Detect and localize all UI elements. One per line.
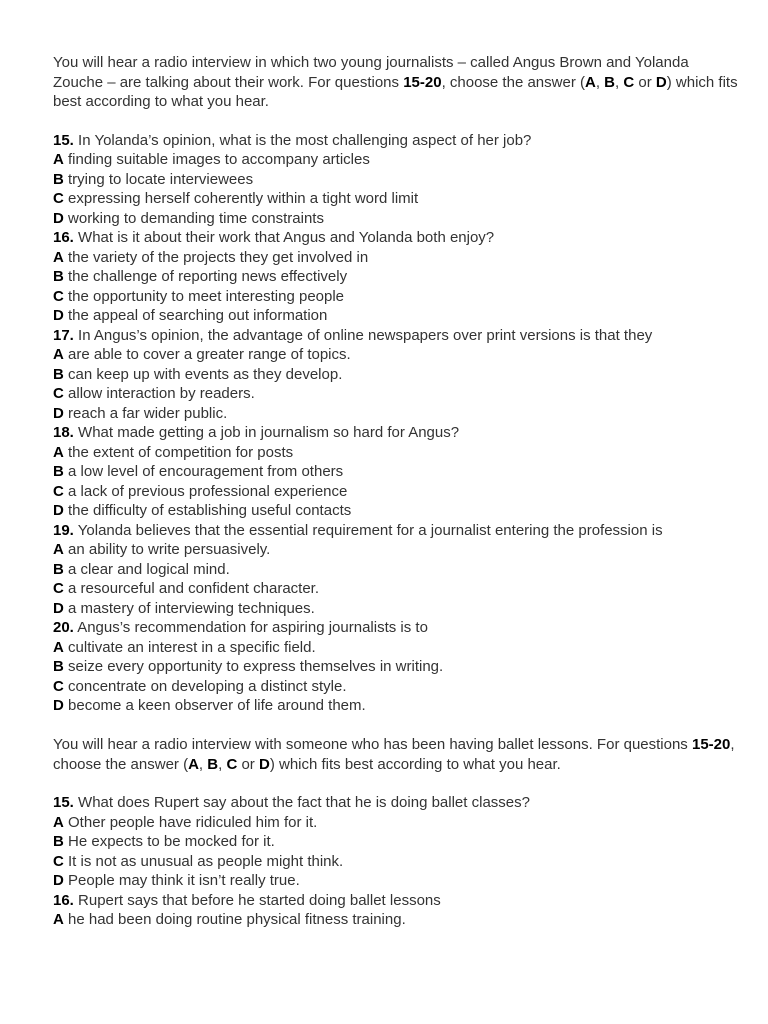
question-number: 17. [53,326,74,344]
option [53,910,738,930]
option [53,501,738,521]
option-letter: A [53,541,64,558]
option-text: cultivate an interest in a specific field. [68,638,316,656]
option-text: the opportunity to meet interesting people [68,287,345,305]
option-letter-d: D [258,755,270,773]
option [53,170,738,190]
option-text: People may think it isn’t really true. [68,872,300,889]
option [53,189,738,209]
intro-text: You will hear a radio interview with someone who has been having ballet lessons. For questions [53,736,692,753]
intro-text: , choose the answer ( [441,73,585,91]
option-text: working to demanding time constraints [68,209,324,227]
option-text: reach a far wider public. [68,404,228,422]
question-text: What is it about their work that Angus and Yolanda both enjoy? [78,229,495,246]
separator: , [595,73,605,91]
option-letter-d: D [655,73,667,91]
option-letter: D [53,307,64,324]
option [53,560,738,580]
option-text: It is not as unusual as people might think. [68,852,344,870]
intro-text: , choose the answer ( [53,736,735,773]
option-letter: B [53,463,64,480]
option-text: can keep up with events as they develop. [68,365,343,383]
intro-text: ) which fits best according to what you hear. [269,755,561,773]
option-letter: B [53,268,64,285]
option [53,677,738,697]
option [53,267,738,287]
separator: or [237,755,259,773]
intro-text: ) which fits best according to what you hear. [53,73,738,110]
option-letter: A [53,443,64,461]
option-letter: B [53,560,64,578]
option [53,462,738,482]
option-letter: C [53,287,64,305]
option-letter: B [53,365,64,383]
question-number: 18. [53,424,74,441]
option-text: an ability to write persuasively. [68,541,271,558]
question [53,793,738,813]
option-text: the variety of the projects they get involved in [68,248,369,266]
option [53,696,738,716]
option-letter: D [53,599,64,617]
option-text: the extent of competition for posts [68,443,294,461]
question-number: 15. [53,131,74,149]
option-letter: D [53,502,64,519]
section1-intro [53,53,738,112]
option-text: a mastery of interviewing techniques. [68,599,315,617]
question [53,423,738,443]
option-text: concentrate on developing a distinct style. [68,677,347,695]
option [53,365,738,385]
option [53,813,738,833]
option [53,540,738,560]
option-letter: A [53,813,64,831]
option [53,579,738,599]
question [53,618,738,638]
option-letter-a: A [188,755,199,773]
option [53,638,738,658]
option-text: finding suitable images to accompany articles [68,151,370,168]
separator: , [218,755,227,773]
option-letter: C [53,852,64,870]
option-letter: B [53,170,64,188]
question-number: 19. [53,521,74,539]
option-letter-a: A [584,73,596,91]
separator: , [615,73,624,91]
section1-questions [53,131,738,716]
option-text: trying to locate interviewees [68,170,254,188]
question-number: 15. [53,794,74,811]
option-letter: D [53,404,64,422]
question-number: 20. [53,619,74,636]
option-letter-b: B [207,755,219,773]
option [53,287,738,307]
option-letter: A [53,346,64,363]
option-text: the appeal of searching out information [68,307,328,324]
question [53,228,738,248]
option-letter: A [53,638,64,656]
option [53,832,738,852]
option-text: expressing herself coherently within a tight word limit [68,190,419,207]
option-letter: C [53,580,64,597]
question-text: In Angus’s opinion, the advantage of online newspapers over print versions is that they [78,326,653,344]
question-text: Angus’s recommendation for aspiring journalists is to [77,619,428,636]
option [53,657,738,677]
option-letter-b: B [604,73,616,91]
option-letter: C [53,677,64,695]
question-text: What does Rupert say about the fact that he is doing ballet classes? [78,794,530,811]
option [53,209,738,229]
option-text: a clear and logical mind. [68,560,230,578]
option-letter: A [53,248,64,266]
question [53,891,738,911]
option-text: are able to cover a greater range of topics. [68,346,351,363]
option-letter: D [53,697,64,714]
question-range: 15-20 [691,736,731,753]
question-text: In Yolanda’s opinion, what is the most challenging aspect of her job? [78,131,532,149]
question-range: 15-20 [403,73,442,91]
question [53,326,738,346]
option [53,150,738,170]
option [53,384,738,404]
section2-questions [53,793,738,930]
option [53,599,738,619]
option-letter: A [53,911,64,928]
section2-intro [53,735,738,774]
option-text: become a keen observer of life around them. [68,697,366,714]
question-text: Yolanda believes that the essential requirement for a journalist entering the profession is [77,521,663,539]
option-letter: A [53,151,64,168]
option-text: He expects to be mocked for it. [68,833,275,850]
option [53,404,738,424]
option-text: he had been doing routine physical fitness training. [68,911,406,928]
option-letter: C [53,190,64,207]
option-letter: B [53,658,64,675]
question-text: What made getting a job in journalism so hard for Angus? [78,424,460,441]
option-text: Other people have ridiculed him for it. [68,813,318,831]
option-letter: C [53,482,64,500]
option [53,482,738,502]
option [53,345,738,365]
option-text: a resourceful and confident character. [68,580,320,597]
option-text: the difficulty of establishing useful contacts [68,502,352,519]
separator: , [198,755,208,773]
option [53,443,738,463]
question [53,521,738,541]
option [53,871,738,891]
option-letter: D [53,872,64,889]
option-letter: B [53,833,64,850]
option [53,306,738,326]
option [53,248,738,268]
option-letter-c: C [623,73,635,91]
option-text: a low level of encouragement from others [68,463,344,480]
option-text: a lack of previous professional experience [68,482,348,500]
intro-text: You will hear a radio interview in which two young journalists – called Angus Brown and Yolanda Zouche – are talking about their work. For questions [53,54,689,91]
option-letter: D [53,209,64,227]
section-spacer [53,716,738,736]
separator: or [634,73,656,91]
option-letter-c: C [226,755,238,773]
question [53,131,738,151]
option-text: allow interaction by readers. [68,385,255,402]
question-number: 16. [53,891,74,909]
option [53,852,738,872]
question-number: 16. [53,229,74,246]
option-text: the challenge of reporting news effectively [68,268,348,285]
question-text: Rupert says that before he started doing ballet lessons [78,891,441,909]
option-text: seize every opportunity to express themselves in writing. [68,658,444,675]
option-letter: C [53,385,64,402]
